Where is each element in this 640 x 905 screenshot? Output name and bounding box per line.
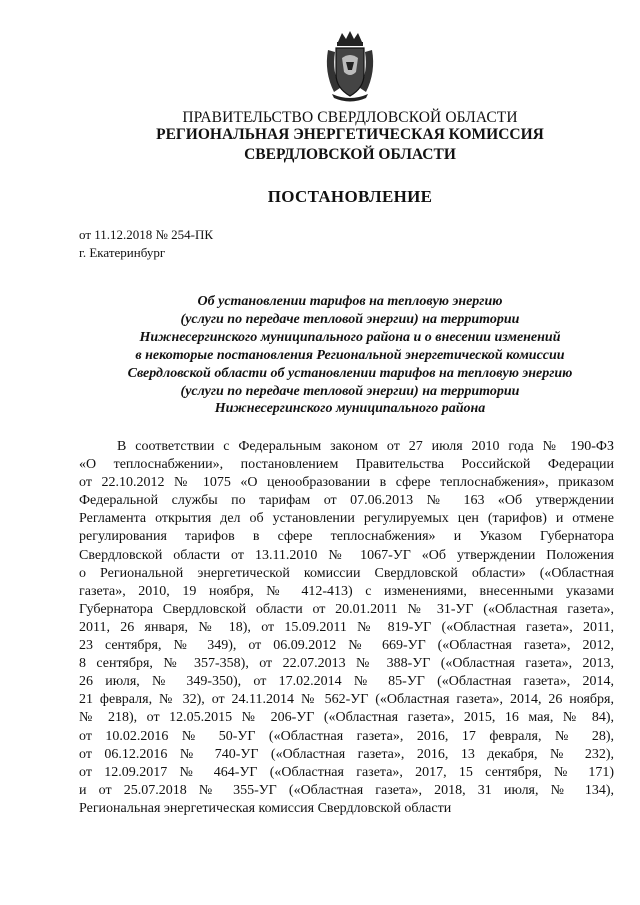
body-line: Регламента открытия дел об установлении регулируемых цен (тарифов) и отмене	[79, 511, 614, 527]
body-line: В соответствии с Федеральным законом от 27 июля 2010 года № 190-ФЗ	[117, 439, 614, 454]
title-line: Свердловской области об установлении тарифов на тепловую энергию	[127, 365, 573, 381]
body-line: от 06.12.2016 № 740-УГ («Областная газета», 2016, 13 декабря, № 232),	[79, 746, 614, 762]
body-line: «О теплоснабжении», постановлением Правительства Российской Федерации	[79, 457, 614, 473]
title-line: Нижнесергинского муниципального района	[214, 401, 486, 417]
body-line: газета», 2010, 19 ноября, № 412-413) с изменениями, внесенными указами	[79, 583, 614, 599]
government-name: ПРАВИТЕЛЬСТВО СВЕРДЛОВСКОЙ ОБЛАСТИ	[182, 109, 518, 126]
body-line: 23 сентября, № 349), от 06.09.2012 № 669-УГ («Областная газета», 2012,	[79, 638, 614, 654]
body-line: 26 июля, № 349-350), от 17.02.2014 № 85-УГ («Областная газета», 2014,	[79, 674, 614, 690]
document-body	[79, 438, 614, 818]
title-line: Об установлении тарифов на тепловую энергию	[197, 294, 503, 309]
body-line: 2011, 26 января, № 18), от 15.09.2011 № 819-УГ («Областная газета», 2011,	[79, 619, 614, 635]
commission-name: РЕГИОНАЛЬНАЯ ЭНЕРГЕТИЧЕСКАЯ КОМИССИЯ	[156, 126, 544, 143]
body-line: Федеральной службы по тарифам от 07.06.2013 № 163 «Об утверждении	[79, 493, 614, 509]
body-line: Региональная энергетическая комиссия Свердловской области	[79, 800, 452, 816]
document-type-heading: ПОСТАНОВЛЕНИЕ	[267, 187, 433, 206]
document-city: г. Екатеринбург	[79, 245, 166, 260]
title-line: в некоторые постановления Региональной энергетической комиссии	[135, 347, 565, 363]
body-line: о Региональной энергетической комиссии Свердловской области» («Областная	[79, 565, 614, 581]
body-line: Губернатора Свердловской области от 20.01.2011 № 31-УГ («Областная газета»,	[79, 601, 614, 617]
body-line: № 218), от 12.05.2015 № 206-УГ («Областная газета», 2015, 16 мая, № 84),	[79, 710, 614, 726]
title-line: (услуги по передаче тепловой энергии) на территории	[180, 311, 520, 327]
body-line: от 10.02.2016 № 50-УГ («Областная газета», 2016, 17 февраля, № 28),	[79, 728, 614, 744]
title-line: Нижнесергинского муниципального района и о внесении изменений	[139, 329, 561, 345]
body-line: регулирования тарифов в сфере теплоснабжения» и Указом Губернатора	[79, 529, 614, 545]
document-title	[100, 293, 600, 418]
body-line: Свердловской области от 13.11.2010 № 1067-УГ «Об утверждении Положения	[79, 547, 614, 563]
title-line: (услуги по передаче тепловой энергии) на территории	[180, 383, 520, 399]
body-line: 8 сентября, № 357-358), от 22.07.2013 № 388-УГ («Областная газета», 2013,	[79, 656, 614, 672]
region-name: СВЕРДЛОВСКОЙ ОБЛАСТИ	[244, 146, 456, 163]
coat-of-arms-icon	[322, 28, 378, 102]
body-line: 21 февраля, № 32), от 24.11.2014 № 562-УГ («Областная газета», 2014, 26 ноября,	[79, 692, 614, 708]
body-line: и от 25.07.2018 № 355-УГ («Областная газета», 2018, 31 июля, № 134),	[79, 782, 614, 798]
document-date-number: от 11.12.2018 № 254-ПК	[79, 227, 214, 242]
body-line: от 22.10.2012 № 1075 «О ценообразовании в сфере теплоснабжения», приказом	[79, 475, 614, 491]
body-line: от 12.09.2017 № 464-УГ («Областная газета», 2017, 15 сентября, № 171)	[79, 764, 614, 780]
